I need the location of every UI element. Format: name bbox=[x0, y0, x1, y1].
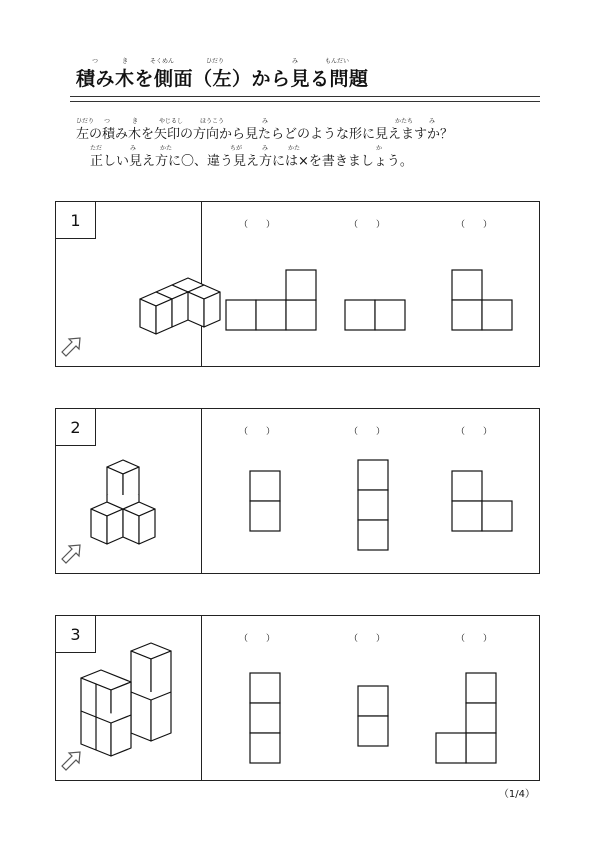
option-2-shape bbox=[345, 300, 405, 330]
option-2-shape bbox=[358, 460, 388, 550]
title-rule-top bbox=[70, 96, 540, 97]
instr2-ruby-1: ただ bbox=[90, 145, 103, 152]
view-arrow-icon bbox=[62, 338, 80, 356]
problem-number-3: 3 bbox=[56, 616, 96, 653]
option-3-shape bbox=[436, 673, 496, 763]
problem-panel-3 bbox=[55, 615, 540, 781]
view-arrow-icon bbox=[62, 545, 80, 563]
option-1-shape bbox=[250, 471, 280, 531]
option-2-shape bbox=[358, 686, 388, 746]
instr1-ruby-1: ひだり bbox=[76, 118, 95, 125]
problem-panel-1 bbox=[55, 201, 540, 367]
answer-slot[interactable]: （ ） bbox=[239, 634, 276, 644]
problem-number-2: 2 bbox=[56, 409, 96, 446]
answer-slot[interactable]: （ ） bbox=[239, 220, 276, 230]
answer-slot[interactable]: （ ） bbox=[349, 427, 386, 437]
answer-slot[interactable]: （ ） bbox=[456, 220, 493, 230]
instr1-ruby-8: み bbox=[429, 118, 436, 125]
instr2-ruby-7: か bbox=[376, 145, 383, 152]
instruction-line-2: 正しい見え方に〇、違う見え方には×を書きましょう。 bbox=[90, 154, 413, 169]
instr1-ruby-3: き bbox=[132, 118, 139, 125]
instr2-ruby-2: み bbox=[130, 145, 137, 152]
instr1-ruby-6: み bbox=[262, 118, 269, 125]
problem-2-figures bbox=[56, 409, 541, 575]
instr1-ruby-7: かたち bbox=[395, 118, 414, 125]
option-3-shape bbox=[452, 270, 512, 330]
problem-number-1: 1 bbox=[56, 202, 96, 239]
problem-3-figures bbox=[56, 616, 541, 782]
instr1-ruby-2: つ bbox=[104, 118, 111, 125]
isometric-blocks bbox=[81, 643, 171, 756]
view-arrow-icon bbox=[62, 752, 80, 770]
title-ruby-2: き bbox=[122, 58, 129, 65]
problem-1-figures bbox=[56, 202, 541, 368]
option-1-shape bbox=[250, 673, 280, 763]
title-ruby-4: ひだり bbox=[206, 58, 225, 65]
instr1-ruby-5: ほうこう bbox=[200, 118, 225, 125]
instr2-ruby-5: み bbox=[262, 145, 269, 152]
instr1-ruby-4: やじるし bbox=[159, 118, 184, 125]
page-number: （1/4） bbox=[498, 789, 535, 800]
answer-slot[interactable]: （ ） bbox=[456, 634, 493, 644]
instr2-ruby-6: かた bbox=[288, 145, 301, 152]
instr2-ruby-3: かた bbox=[160, 145, 173, 152]
answer-slot[interactable]: （ ） bbox=[349, 634, 386, 644]
problem-panel-2 bbox=[55, 408, 540, 574]
instruction-line-1: 左の積み木を矢印の方向から見たらどのような形に見えますか？ bbox=[76, 127, 454, 142]
instr2-ruby-4: ちが bbox=[230, 145, 243, 152]
title-ruby-3: そくめん bbox=[150, 58, 175, 65]
option-1-shape bbox=[226, 270, 316, 330]
title-ruby-5: み bbox=[292, 58, 299, 65]
option-3-shape bbox=[452, 471, 512, 531]
answer-slot[interactable]: （ ） bbox=[456, 427, 493, 437]
title-ruby-6: もんだい bbox=[325, 58, 350, 65]
page-title: 積み木を側面（左）から見る問題 bbox=[76, 68, 369, 90]
isometric-blocks bbox=[91, 460, 155, 544]
title-rule-bottom bbox=[70, 101, 540, 102]
answer-slot[interactable]: （ ） bbox=[349, 220, 386, 230]
isometric-blocks bbox=[140, 278, 220, 334]
answer-slot[interactable]: （ ） bbox=[239, 427, 276, 437]
title-ruby-1: つ bbox=[92, 58, 99, 65]
